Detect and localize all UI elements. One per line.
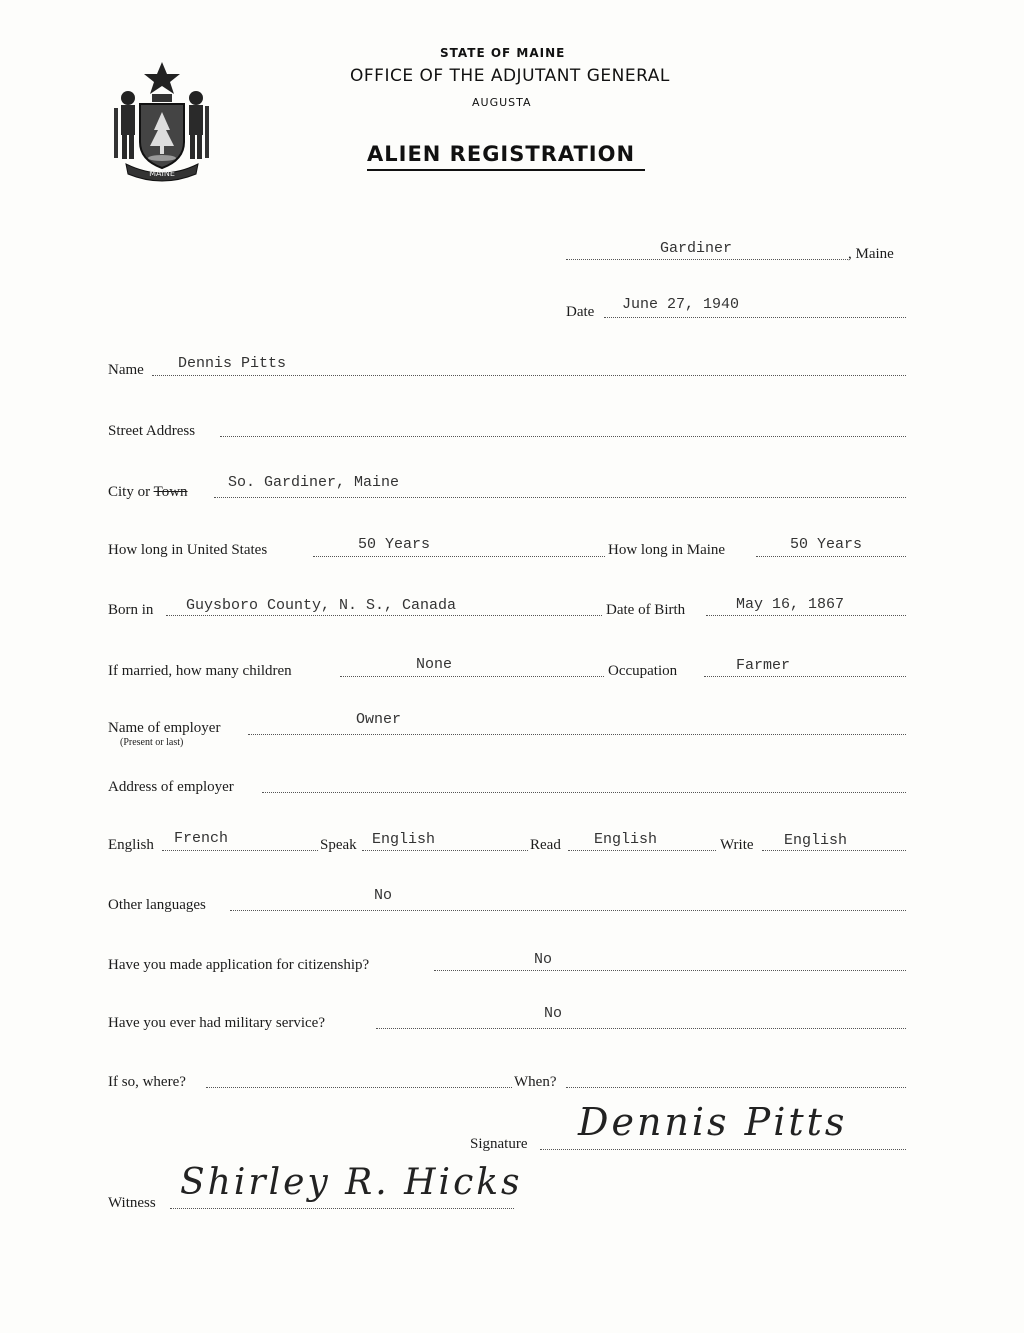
occupation-label: Occupation: [608, 663, 678, 679]
children-value: None: [416, 656, 453, 673]
speak-value: English: [372, 831, 436, 848]
employer-label: Name of employer: [108, 720, 221, 736]
write-label: Write: [720, 837, 754, 853]
when-line: [566, 1087, 906, 1088]
where-label: If so, where?: [108, 1074, 186, 1090]
date-label: Date: [566, 304, 595, 320]
english-label: English: [108, 837, 154, 853]
employer-address-label: Address of employer: [108, 779, 234, 795]
witness-line: [170, 1208, 514, 1209]
occupation-value: Farmer: [736, 657, 791, 674]
state-heading: STATE OF MAINE: [440, 46, 566, 60]
how-long-us-line: [313, 556, 605, 557]
employer-address-line: [262, 792, 906, 793]
witness-value: Shirley R. Hicks: [180, 1162, 523, 1203]
date-of-birth-value: May 16, 1867: [736, 596, 845, 613]
citizenship-line: [434, 970, 906, 971]
how-long-maine-line: [756, 556, 906, 557]
city-value: So. Gardiner, Maine: [228, 474, 400, 491]
signature-value: Dennis Pitts: [578, 1100, 848, 1144]
other-languages-value: No: [374, 887, 393, 904]
date-value: June 27, 1940: [622, 296, 740, 313]
other-languages-line: [230, 910, 906, 911]
form-title: ALIEN REGISTRATION: [367, 142, 636, 166]
when-label: When?: [514, 1074, 557, 1090]
military-value: No: [544, 1005, 563, 1022]
place-line: [566, 259, 848, 260]
born-in-label: Born in: [108, 602, 154, 618]
city-line: [214, 497, 906, 498]
read-value: English: [594, 831, 658, 848]
how-long-maine-value: 50 Years: [790, 536, 863, 553]
english-line: [162, 850, 318, 851]
how-long-maine-label: How long in Maine: [608, 542, 726, 558]
citizenship-value: No: [534, 951, 553, 968]
date-line: [604, 317, 906, 318]
read-label: Read: [530, 837, 561, 853]
name-label: Name: [108, 362, 144, 378]
where-line: [206, 1087, 512, 1088]
occupation-line: [704, 676, 906, 677]
employer-line: [248, 734, 906, 735]
employer-value: Owner: [356, 711, 402, 728]
military-line: [376, 1028, 906, 1029]
english-value: French: [174, 830, 229, 847]
place-suffix: , Maine: [848, 246, 894, 262]
born-in-value: Guysboro County, N. S., Canada: [186, 597, 457, 614]
write-value: English: [784, 832, 848, 849]
employer-sublabel: (Present or last): [120, 737, 184, 748]
street-address-line: [220, 436, 906, 437]
read-line: [568, 850, 716, 851]
date-of-birth-label: Date of Birth: [606, 602, 686, 618]
born-in-line: [166, 615, 602, 616]
place-value: Gardiner: [660, 240, 733, 257]
city-heading: AUGUSTA: [472, 96, 532, 109]
how-long-us-value: 50 Years: [358, 536, 431, 553]
military-label: Have you ever had military service?: [108, 1015, 325, 1031]
svg-text:MAINE: MAINE: [149, 169, 175, 178]
speak-label: Speak: [320, 837, 357, 853]
title-underline: [367, 169, 645, 171]
state-of-maine-seal-icon: [108, 60, 216, 182]
children-label: If married, how many children: [108, 663, 292, 679]
citizenship-label: Have you made application for citizenship?: [108, 957, 370, 973]
how-long-us-label: How long in United States: [108, 542, 268, 558]
speak-line: [362, 850, 528, 851]
other-languages-label: Other languages: [108, 897, 206, 913]
write-line: [762, 850, 906, 851]
signature-label: Signature: [470, 1136, 528, 1152]
date-of-birth-line: [706, 615, 906, 616]
name-line: [152, 375, 906, 376]
name-value: Dennis Pitts: [178, 355, 287, 372]
office-heading: OFFICE OF THE ADJUTANT GENERAL: [350, 66, 670, 86]
city-label: City or Town: [108, 484, 188, 500]
street-address-label: Street Address: [108, 423, 196, 439]
children-line: [340, 676, 604, 677]
witness-label: Witness: [108, 1195, 156, 1211]
signature-line: [540, 1149, 906, 1150]
